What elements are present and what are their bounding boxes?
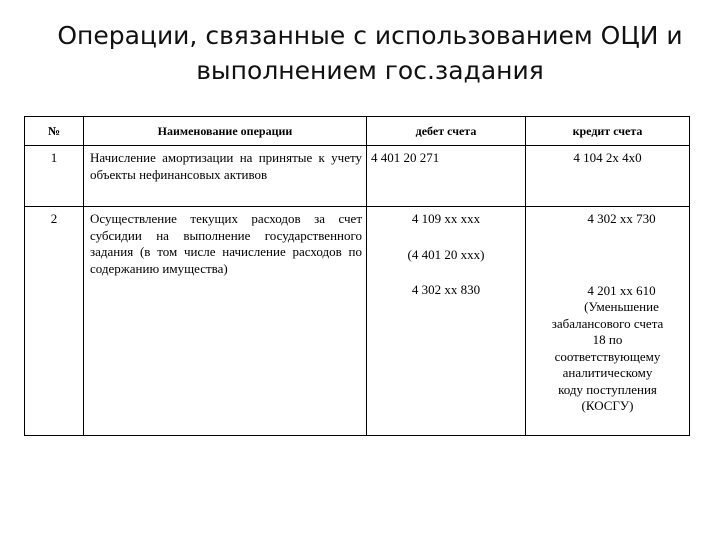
row-operation-name: [84, 207, 367, 436]
row-credit: [526, 146, 690, 207]
row-number: 2: [25, 207, 84, 436]
debit-account: 4 302 хх 830: [411, 282, 481, 297]
operations-table: [24, 116, 690, 436]
credit-note-line: соответствующему: [554, 348, 661, 364]
title-line-2: выполнением гос.задания: [196, 56, 544, 85]
debit-account: 4 401 20 271: [371, 150, 440, 165]
row-credit: [526, 207, 690, 436]
credit-note-line: забалансового счета: [551, 315, 664, 331]
header-debit: дебет счета: [367, 117, 526, 146]
credit-note-line: 18 по: [592, 332, 623, 347]
credit-account: 4 201 хх 610: [587, 282, 656, 298]
credit-note-line: (КОСГУ): [581, 398, 634, 413]
header-operation-name: Наименование операции: [84, 117, 367, 146]
row-number: 1: [25, 146, 84, 207]
row-debit: [367, 207, 526, 436]
operation-name-text: Начисление амортизации на принятые к учету объекты нефинансовых активов: [90, 150, 362, 182]
credit-note-line: (Уменьшение: [584, 299, 659, 314]
credit-note-line: аналитическому: [562, 365, 653, 380]
table-row: [25, 207, 690, 436]
row-operation-name: [84, 146, 367, 207]
header-number: №: [25, 117, 84, 146]
row-debit: [367, 146, 526, 207]
credit-account: 4 302 хх 730: [587, 211, 656, 226]
operation-name-text: Осуществление текущих расходов за счет субсидии на выполнение государственного задания (в том числе начисление расходов по содержанию имущества): [90, 211, 362, 276]
debit-account-note: (4 401 20 ххх): [407, 246, 485, 262]
header-credit: кредит счета: [526, 117, 690, 146]
title-line-1: Операции, связанные с использованием ОЦИ и: [57, 21, 683, 50]
credit-account: 4 104 2х 4х0: [573, 150, 642, 165]
table-row: [25, 146, 690, 207]
table-header-row: [25, 117, 690, 146]
page-title: [40, 18, 700, 88]
credit-note-line: коду поступления: [558, 381, 657, 397]
debit-account: 4 109 хх ххх: [411, 211, 481, 226]
